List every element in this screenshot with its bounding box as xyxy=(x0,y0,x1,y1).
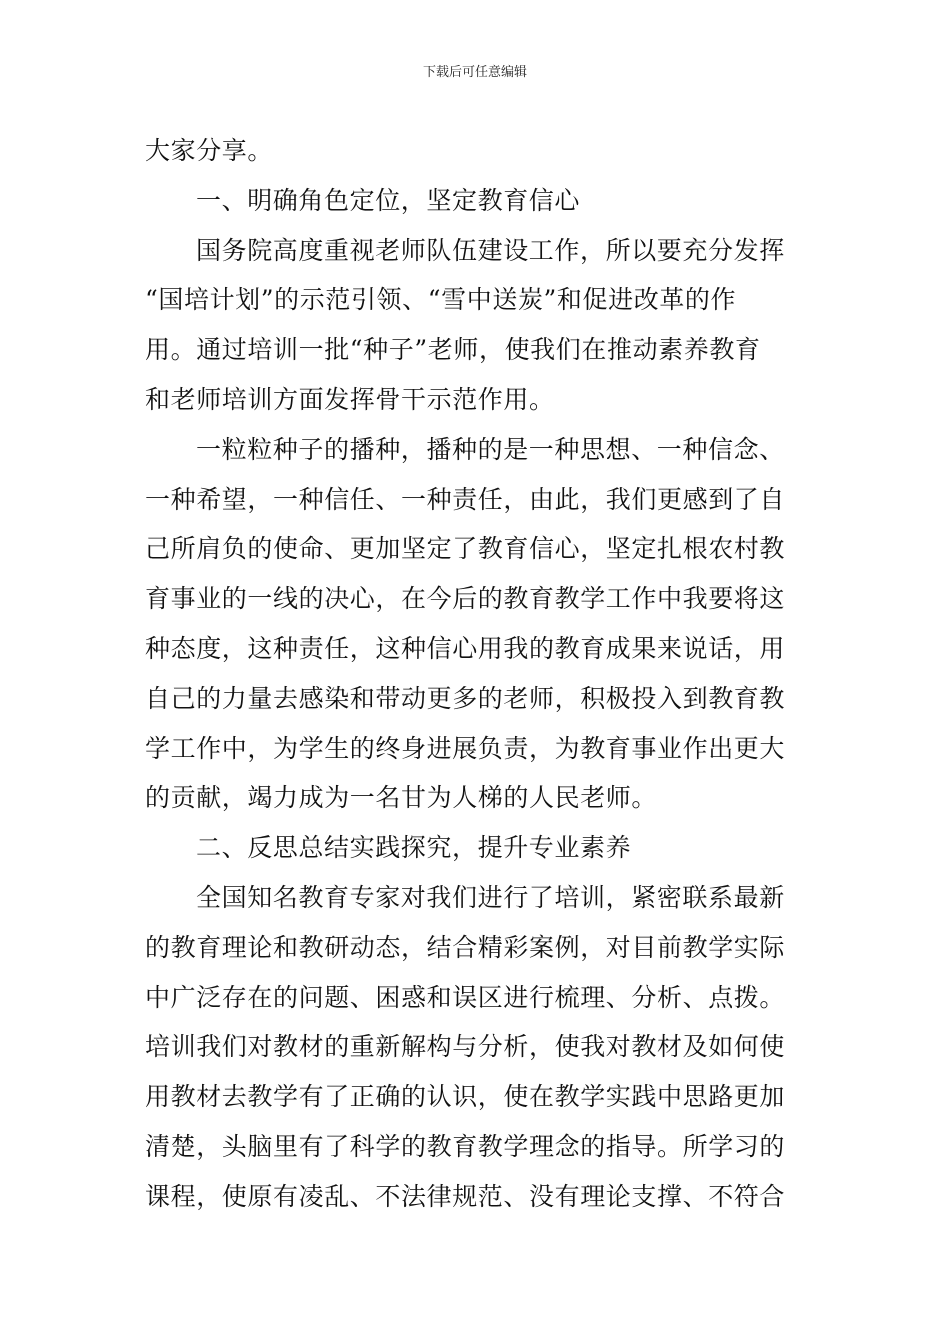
text-line: “国培计划”的示范引领、“雪中送炭”和促进改革的作 xyxy=(145,285,737,315)
text-line: 大家分享。 xyxy=(145,136,274,165)
text-line: 用教材去教学有了正确的认识，使在教学实践中思路更加 xyxy=(145,1082,786,1112)
text-line: 自己的力量去感染和带动更多的老师，积极投入到教育教 xyxy=(145,683,786,713)
text-line: 种态度，这种责任，这种信心用我的教育成果来说话，用 xyxy=(145,633,786,663)
text-line: 清楚，头脑里有了科学的教育教学理念的指导。所学习的 xyxy=(145,1131,786,1161)
text-line: 中广泛存在的问题、困惑和误区进行梳理、分析、点拨。 xyxy=(145,982,786,1012)
paragraph-first-line: 一、明确角色定位，坚定教育信心 xyxy=(196,185,581,215)
text-line: 己所肩负的使命、更加坚定了教育信心，坚定扎根农村教 xyxy=(145,534,786,564)
text-line: 培训我们对教材的重新解构与分析，使我对教材及如何使 xyxy=(145,1032,786,1062)
text-line: 和老师培训方面发挥骨干示范作用。 xyxy=(145,384,555,414)
text-line: 育事业的一线的决心，在今后的教育教学工作中我要将这 xyxy=(145,584,786,614)
text-line: 用。通过培训一批“种子”老师，使我们在推动素养教育 xyxy=(145,335,761,365)
paragraph-first-line: 二、反思总结实践探究，提升专业素养 xyxy=(196,833,632,863)
page-header: 下载后可任意编辑 xyxy=(422,65,527,80)
paragraph-first-line: 全国知名教育专家对我们进行了培训，紧密联系最新 xyxy=(196,882,785,912)
text-line: 的贡献，竭力成为一名甘为人梯的人民老师。 xyxy=(145,783,658,813)
text-line: 的教育理论和教研动态，结合精彩案例，对目前教学实际 xyxy=(145,932,786,962)
text-line: 课程，使原有凌乱、不法律规范、没有理论支撑、不符合 xyxy=(145,1181,786,1211)
document-body xyxy=(145,126,807,1222)
paragraph-first-line: 一粒粒种子的播种，播种的是一种思想、一种信念、 xyxy=(196,434,785,464)
text-line: 一种希望，一种信任、一种责任，由此，我们更感到了自 xyxy=(145,484,786,514)
text-line: 学工作中，为学生的终身进展负责，为教育事业作出更大 xyxy=(145,733,786,763)
paragraph-first-line: 国务院高度重视老师队伍建设工作，所以要充分发挥 xyxy=(196,235,785,265)
